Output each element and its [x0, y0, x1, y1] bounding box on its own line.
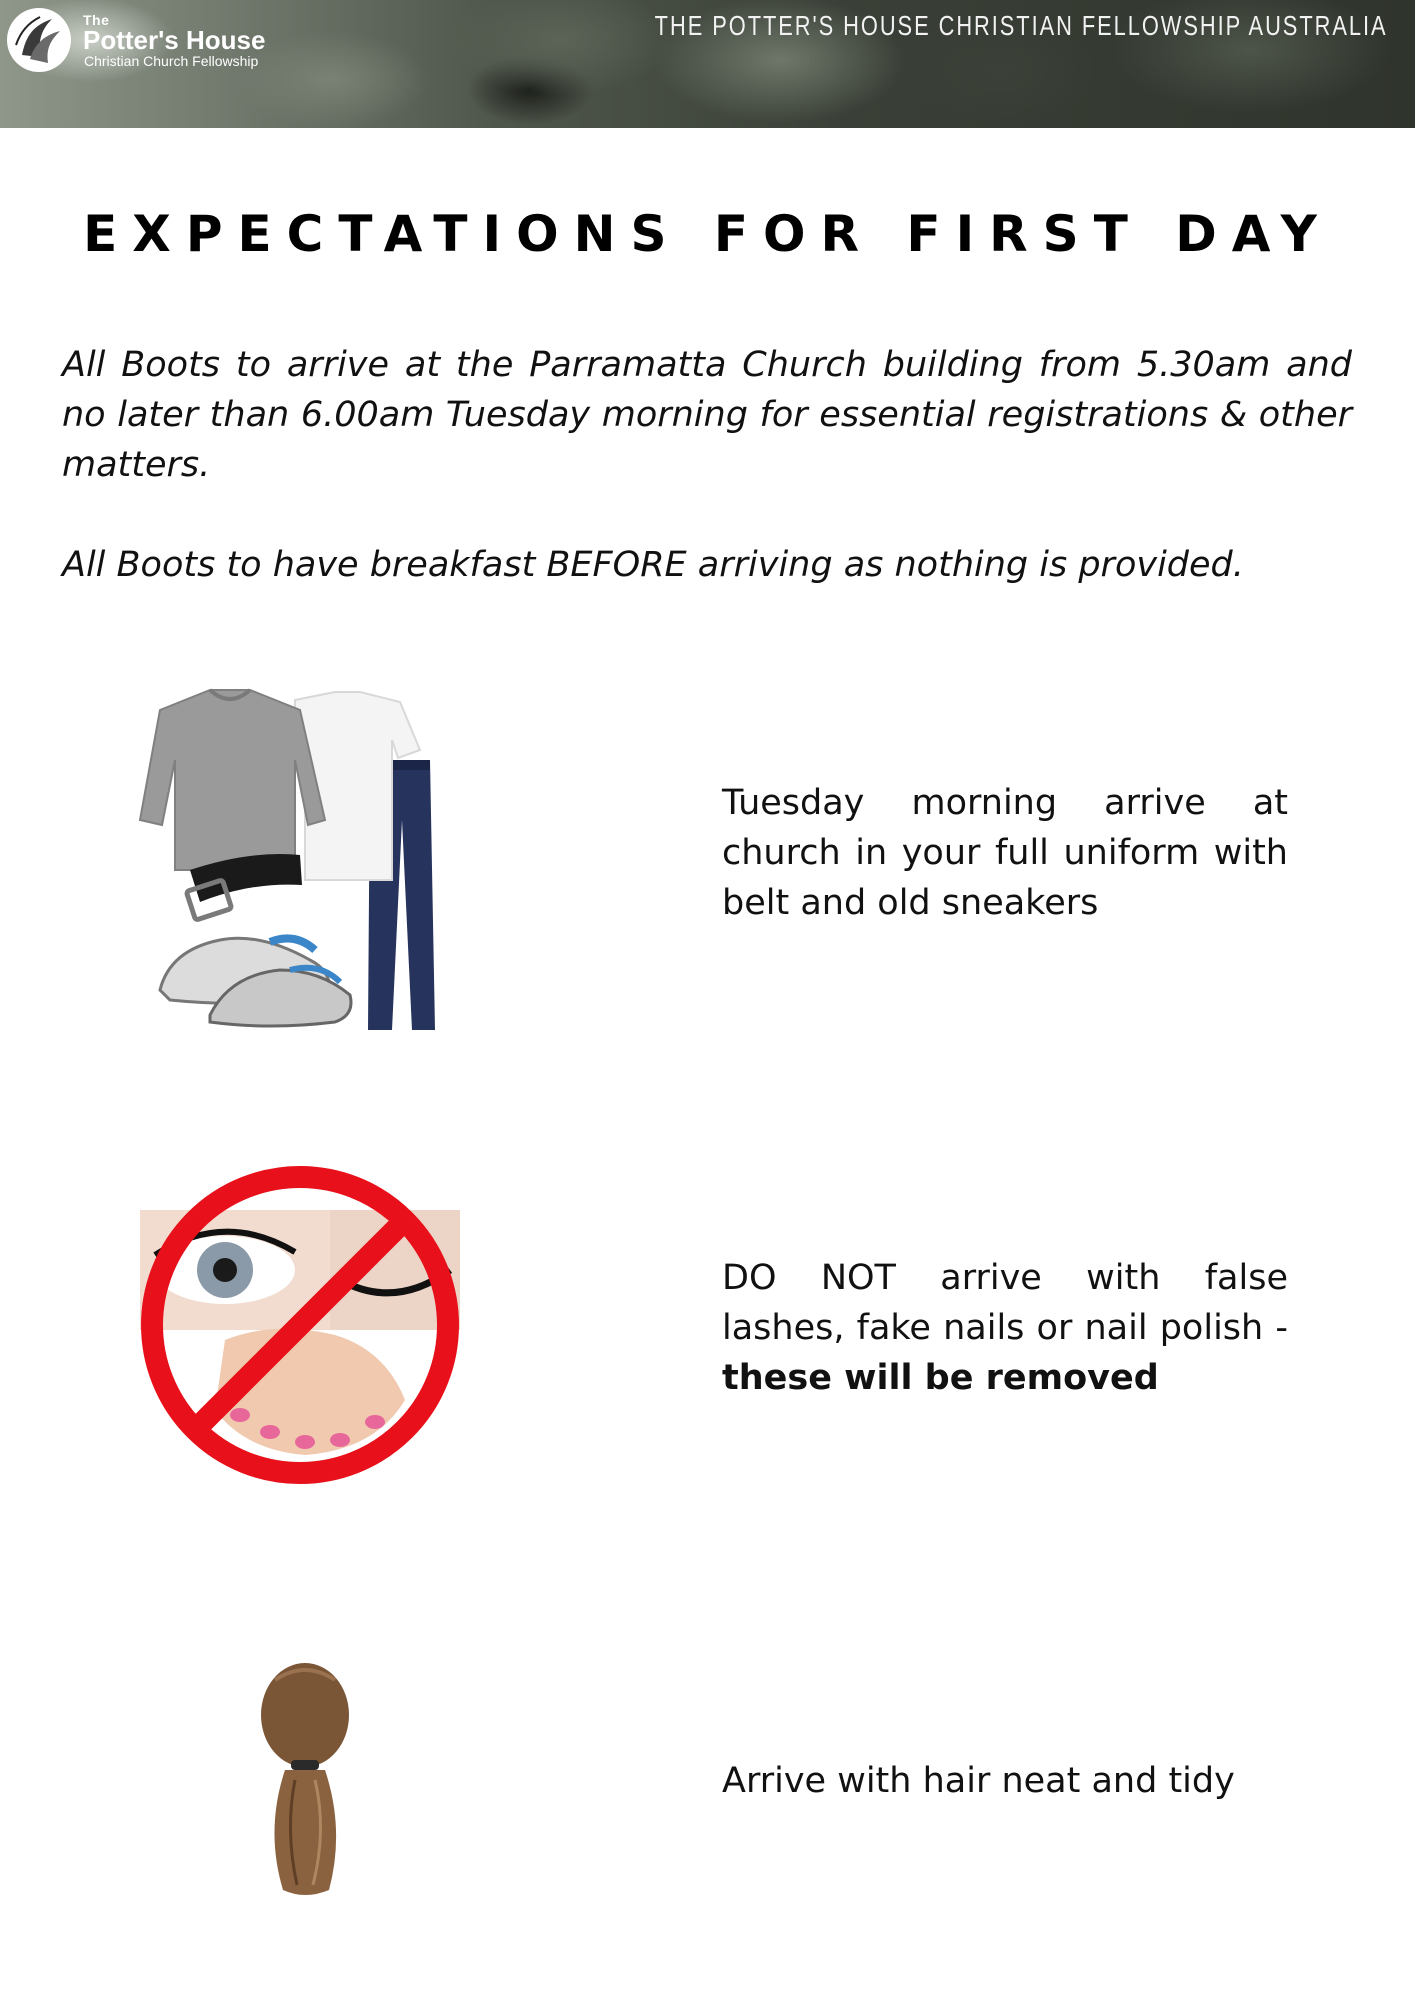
header-banner	[0, 0, 1415, 128]
uniform-clothing-icon	[130, 670, 480, 1040]
logo-the: The	[83, 12, 110, 28]
no-lashes-nails-text: DO NOT arrive with false lashes, fake nails or nail polish -	[722, 1258, 1288, 1348]
logo-subtitle: Christian Church Fellowship	[84, 53, 259, 69]
banner-title: THE POTTER'S HOUSE CHRISTIAN FELLOWSHIP AUSTRALIA	[654, 10, 1387, 41]
intro-breakfast-paragraph: All Boots to have breakfast BEFORE arriving as nothing is provided.	[62, 545, 1244, 585]
potters-house-logo-icon	[4, 5, 74, 75]
no-lashes-nails-instruction	[722, 1253, 1288, 1403]
logo[interactable]	[4, 5, 294, 75]
removal-warning: these will be removed	[722, 1358, 1159, 1398]
page-title: EXPECTATIONS FOR FIRST DAY	[83, 205, 1332, 263]
hair-instruction: Arrive with hair neat and tidy	[722, 1761, 1235, 1801]
ponytail-hair-icon	[245, 1660, 365, 1900]
logo-name: Potter's House	[83, 25, 266, 55]
intro-arrival-paragraph: All Boots to arrive at the Parramatta Church building from 5.30am and no later than 6.00am Tuesday morning for essential registrations & other matters.	[62, 345, 1352, 485]
no-lashes-nails-icon	[135, 1160, 465, 1490]
uniform-instruction: Tuesday morning arrive at church in your full uniform with belt and old sneakers	[722, 783, 1288, 923]
